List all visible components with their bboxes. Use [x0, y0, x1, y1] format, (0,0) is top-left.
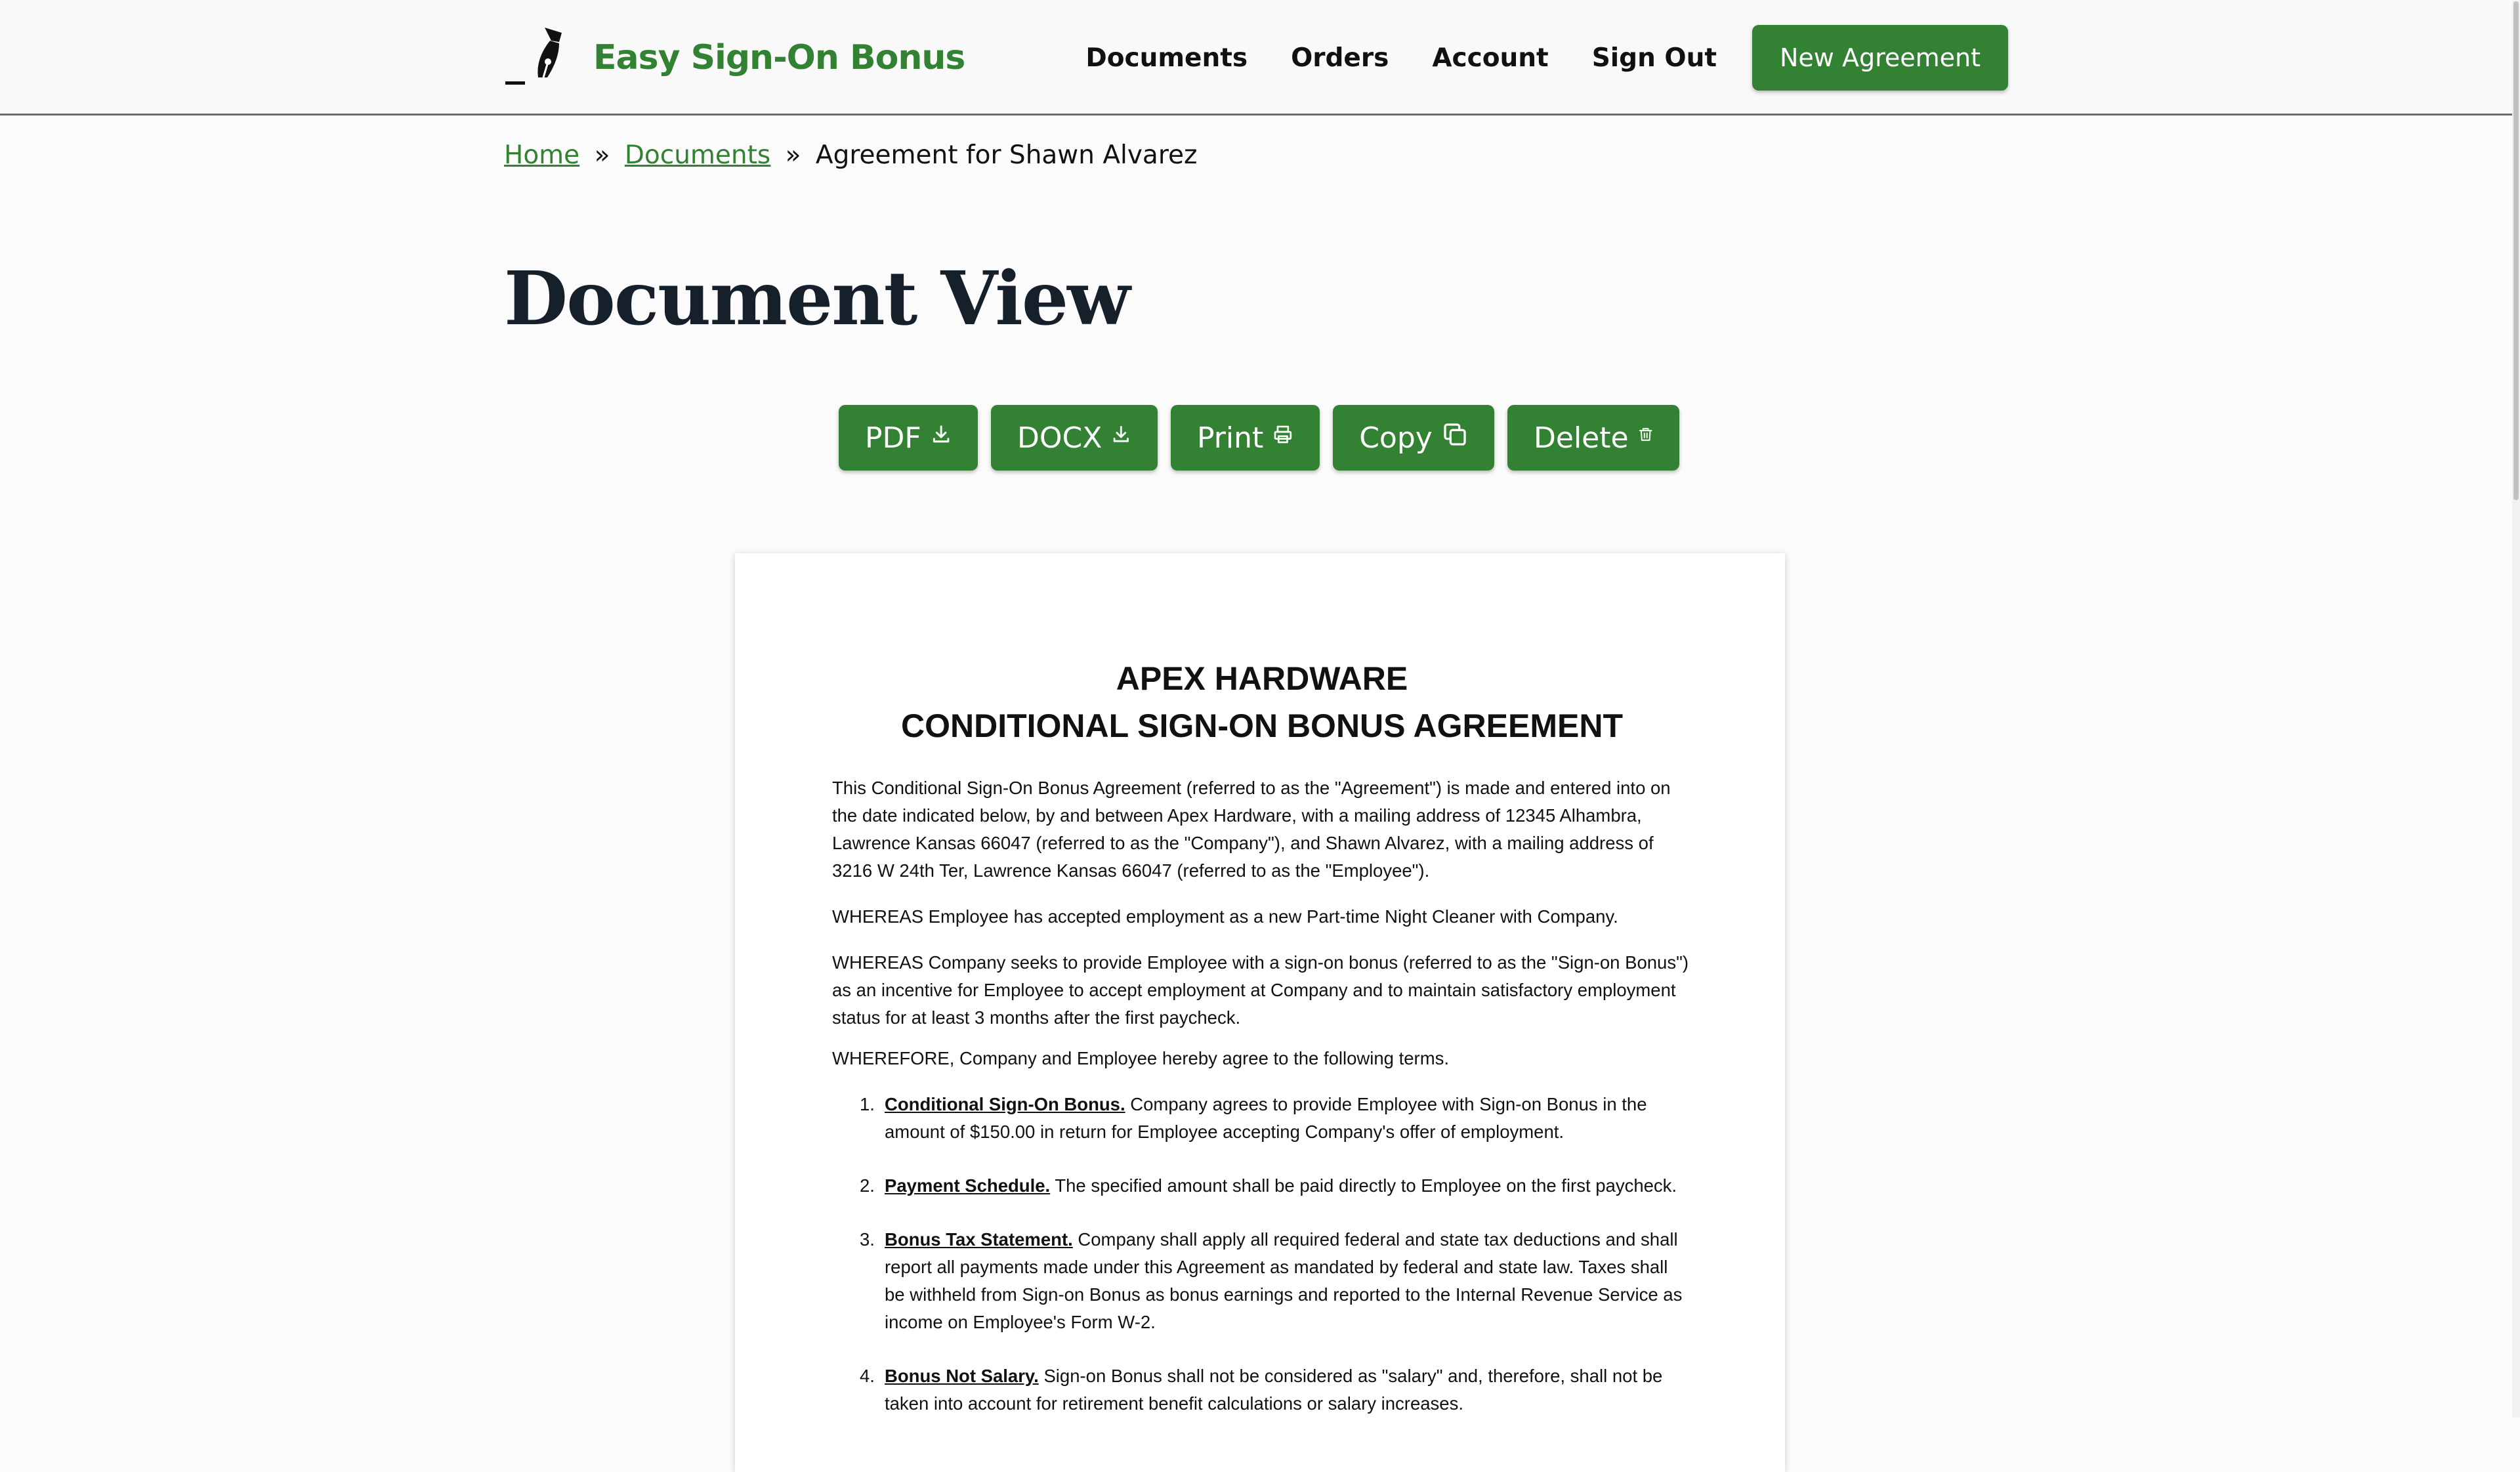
docx-button-label: DOCX [1017, 421, 1102, 455]
brand-name: Easy Sign-On Bonus [593, 38, 965, 77]
nav-documents[interactable]: Documents [1085, 43, 1248, 73]
term-number: 2. [860, 1175, 875, 1196]
list-item [832, 1172, 1692, 1200]
main-nav [1085, 25, 2008, 91]
docx-download-button[interactable] [991, 405, 1158, 471]
breadcrumb-separator: » [785, 140, 801, 170]
nav-sign-out[interactable]: Sign Out [1591, 43, 1717, 73]
print-button[interactable] [1171, 405, 1320, 471]
term-title: Conditional Sign-On Bonus. [885, 1094, 1125, 1114]
copy-button-label: Copy [1359, 421, 1433, 455]
page-title: Document View [504, 256, 1129, 342]
nav-account[interactable]: Account [1432, 43, 1549, 73]
print-button-label: Print [1197, 421, 1264, 455]
brand-logo[interactable] [504, 25, 965, 91]
copy-button[interactable] [1333, 405, 1494, 471]
term-text: Company agrees to provide Employee with Sign-on Bonus in the amount of $150.00 in return for Employee accepting Company's offer of employment. [885, 1094, 1647, 1142]
printer-icon [1272, 421, 1293, 448]
breadcrumb [504, 140, 1197, 170]
trash-icon [1638, 421, 1653, 448]
term-text: Sign-on Bonus shall not be considered as "salary" and, therefore, shall not be taken into account for retirement benefit calculations or salary increases. [885, 1366, 1663, 1414]
download-icon [931, 421, 952, 448]
download-icon [1111, 421, 1131, 448]
document-heading: CONDITIONAL SIGN-ON BONUS AGREEMENT [900, 707, 1624, 744]
copy-icon [1442, 421, 1468, 448]
new-agreement-button[interactable]: New Agreement [1752, 25, 2008, 91]
scrollbar[interactable] [2512, 0, 2520, 1418]
document-whereas-2: WHEREAS Company seeks to provide Employee with a sign-on bonus (referred to as the "Sign-on Bonus") as an incentive for Employee to accept employment at Company and to maintain satisfactory employment status for at least 3 months after the first paycheck. [832, 952, 1689, 1028]
term-title: Bonus Not Salary. [885, 1366, 1039, 1386]
delete-button-label: Delete [1534, 421, 1629, 455]
site-header [0, 0, 2520, 116]
document-preview [735, 553, 1785, 1472]
delete-button[interactable] [1507, 405, 1679, 471]
term-number: 1. [860, 1094, 875, 1114]
document-whereas-1: WHEREAS Employee has accepted employment as a new Part-time Night Cleaner with Company. [832, 906, 1618, 927]
term-title: Payment Schedule. [885, 1175, 1051, 1196]
document-intro: This Conditional Sign-On Bonus Agreement (referred to as the "Agreement") is made and entered into on the date indicated below, by and between Apex Hardware, with a mailing address of 12345 Alhambra, Lawrence Kansas 66047 (referred to as the "Company"), and Shawn Alvarez, with a mailing address of 3216 W 24th Ter, Lawrence Kansas 66047 (referred to as the "Employee"). [832, 778, 1671, 881]
term-text: Company shall apply all required federal and state tax deductions and shall report all payments made under this Agreement as mandated by federal and state law. Taxes shall be withheld from Sign-on Bonus as bonus earnings and reported to the Internal Revenue Service as income on Employee's Form W-2. [885, 1229, 1683, 1332]
document-company: APEX HARDWARE [1116, 660, 1408, 697]
document-body [832, 655, 1692, 1444]
term-text: The specified amount shall be paid directly to Employee on the first paycheck. [1050, 1175, 1677, 1196]
list-item [832, 1362, 1692, 1418]
breadcrumb-current: Agreement for Shawn Alvarez [815, 140, 1198, 170]
pdf-button-label: PDF [865, 421, 921, 455]
list-item [832, 1091, 1692, 1146]
document-terms-list [832, 1091, 1692, 1418]
term-title: Bonus Tax Statement. [885, 1229, 1073, 1250]
document-toolbar [839, 405, 1692, 471]
pen-nib-icon [504, 25, 567, 91]
term-number: 4. [860, 1366, 875, 1386]
breadcrumb-documents-link[interactable]: Documents [624, 140, 771, 170]
pdf-download-button[interactable] [839, 405, 978, 471]
list-item [832, 1226, 1692, 1336]
breadcrumb-home-link[interactable]: Home [504, 140, 580, 170]
document-wherefore: WHEREFORE, Company and Employee hereby agree to the following terms. [832, 1048, 1449, 1068]
scrollbar-thumb[interactable] [2513, 1, 2519, 500]
breadcrumb-separator: » [594, 140, 610, 170]
term-number: 3. [860, 1229, 875, 1250]
nav-orders[interactable]: Orders [1291, 43, 1389, 73]
